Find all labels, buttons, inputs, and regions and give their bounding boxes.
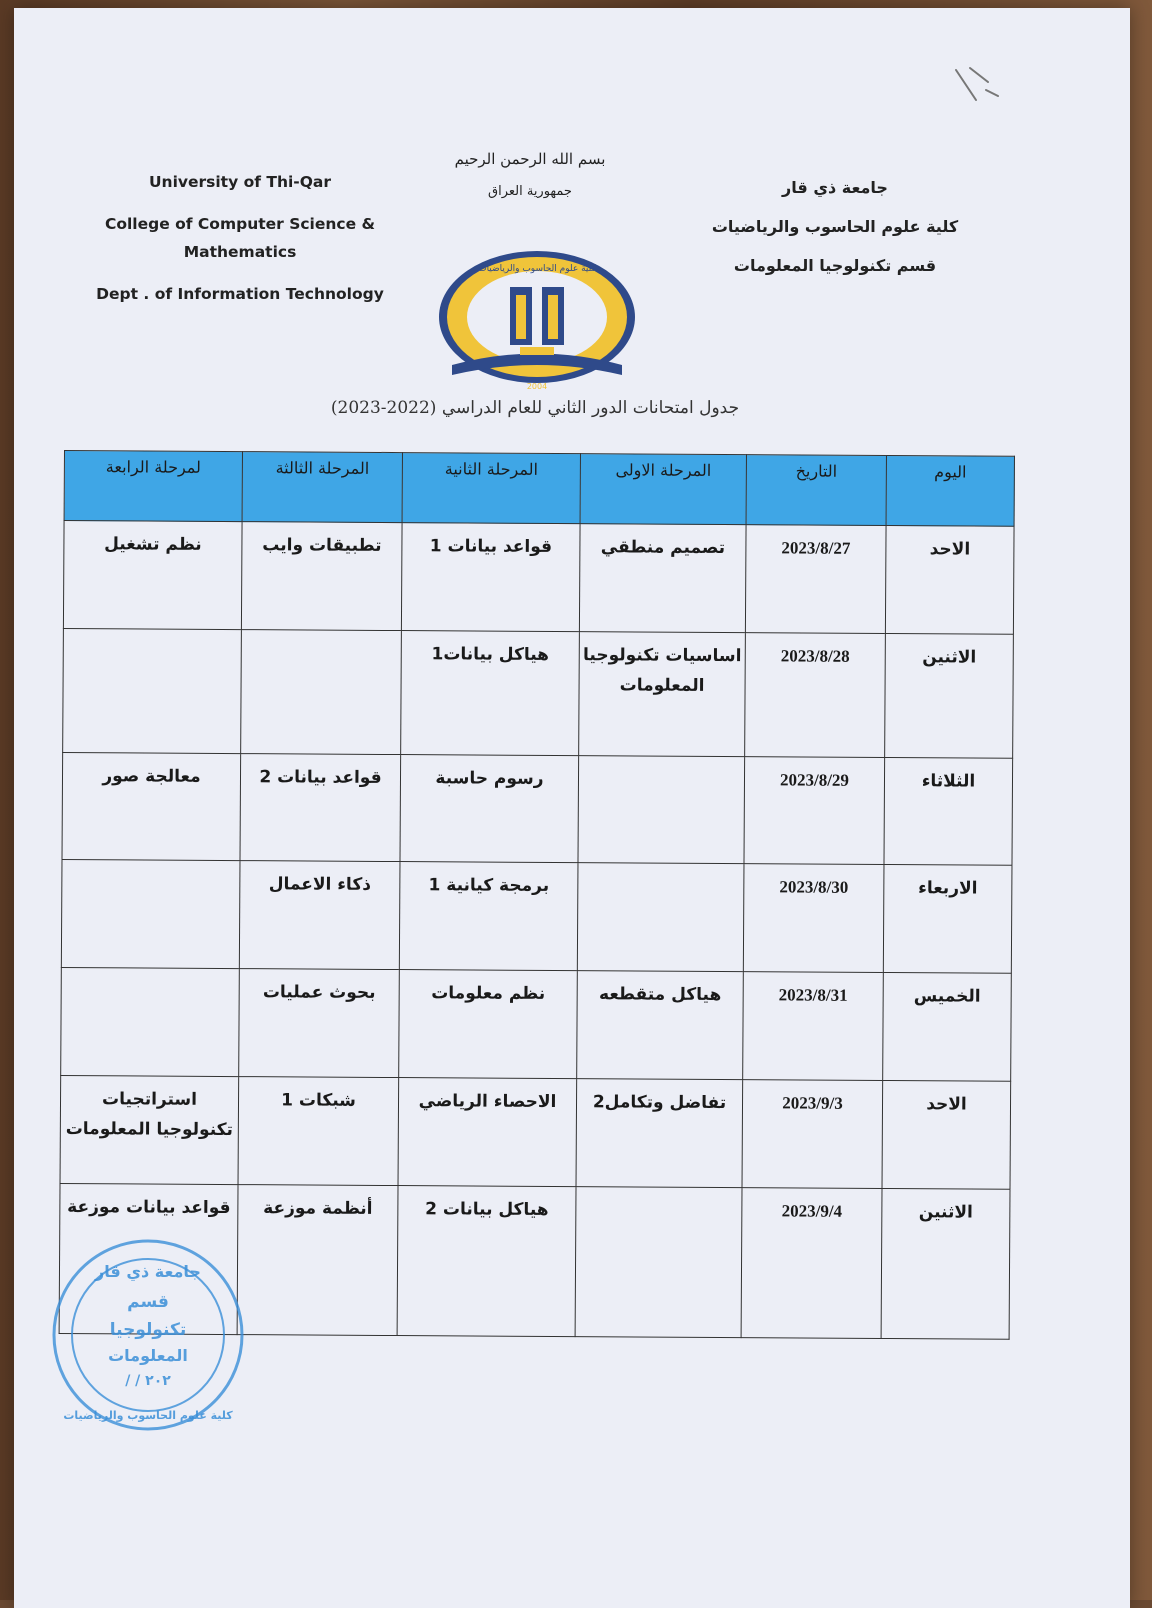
cell-stage-2: الاحصاء الرياضي: [398, 1077, 577, 1186]
header-stage-1: المرحلة الاولى: [580, 454, 746, 525]
cell-date: 2023/8/30: [743, 864, 884, 973]
cell-stage-1: تفاضل وتكامل2: [576, 1078, 743, 1187]
cell-day: الاربعاء: [883, 865, 1012, 973]
college-name-en: College of Computer Science & Mathematics: [104, 215, 376, 261]
cell-stage-3: [241, 629, 402, 754]
cell-stage-1: [578, 755, 745, 864]
cell-stage-3: ذكاء الاعمال: [239, 861, 400, 970]
department-stamp-icon: [48, 1235, 248, 1435]
cell-date: 2023/8/31: [743, 972, 884, 1081]
english-header: [90, 168, 390, 322]
cell-day: الاحد: [882, 1080, 1011, 1188]
exam-schedule-table: [59, 450, 1015, 1340]
cell-stage-3: بحوث عمليات: [239, 969, 400, 1078]
table-row: [61, 968, 1012, 1082]
svg-text:2004: 2004: [526, 382, 548, 391]
cell-day: الخميس: [883, 973, 1012, 1081]
cell-stage-2: هياكل بيانات1: [401, 630, 580, 755]
country-name: جمهورية العراق: [488, 184, 572, 199]
cell-day: الاثنين: [885, 633, 1014, 758]
cell-date: 2023/9/3: [742, 1080, 883, 1189]
header-date: التاريخ: [746, 455, 886, 526]
arabic-header: [690, 178, 980, 295]
svg-text:/ / ٢٠٢: / / ٢٠٢: [125, 1373, 171, 1389]
table-row: [62, 752, 1013, 866]
cell-day: الاحد: [885, 526, 1014, 634]
cell-date: 2023/8/29: [744, 756, 885, 865]
department-name-ar: قسم تكنولوجيا المعلومات: [733, 256, 937, 275]
cell-stage-2: نظم معلومات: [399, 970, 578, 1079]
college-logo-icon: [432, 247, 642, 397]
cell-stage-3: شبكات 1: [238, 1076, 399, 1185]
department-name-en: Dept . of Information Technology: [96, 285, 384, 303]
table-row: [63, 628, 1014, 758]
svg-text:قسم: قسم: [127, 1292, 169, 1312]
table-row: [60, 1075, 1011, 1189]
cell-stage-1: هياكل متقطعه: [577, 971, 744, 1080]
cell-stage-1: تصميم منطقي: [579, 524, 746, 633]
cell-stage-4: [61, 860, 240, 969]
cell-stage-1: اساسيات تكنولوجيا المعلومات: [579, 631, 746, 756]
svg-text:كلية علوم الحاسوب والرياضيات: كلية علوم الحاسوب والرياضيات: [478, 264, 596, 274]
center-header: [430, 150, 630, 199]
cell-stage-1: [577, 863, 744, 972]
handwritten-mark-icon: [948, 60, 1008, 120]
cell-date: 2023/9/4: [741, 1187, 882, 1338]
cell-stage-4: [61, 968, 240, 1077]
college-name-ar: كلية علوم الحاسوب والرياضيات: [711, 217, 959, 236]
table-row: [61, 860, 1012, 974]
university-name-ar: جامعة ذي قار: [782, 178, 888, 197]
cell-stage-4: قواعد بيانات موزعة: [59, 1183, 238, 1335]
cell-stage-3: قواعد بيانات 2: [240, 753, 401, 862]
svg-text:كلية علوم الحاسوب والرياضيات: كلية علوم الحاسوب والرياضيات: [63, 1409, 233, 1422]
svg-text:المعلومات: المعلومات: [108, 1346, 188, 1365]
cell-stage-4: [63, 628, 242, 753]
cell-stage-4: استراتجيات تكنولوجيا المعلومات: [60, 1075, 239, 1184]
page-title: جدول امتحانات الدور الثاني للعام الدراسي (2022-2023): [330, 398, 740, 418]
header-day: اليوم: [886, 456, 1014, 527]
cell-stage-2: برمجة كيانية 1: [399, 862, 578, 971]
cell-date: 2023/8/27: [745, 525, 886, 634]
cell-stage-4: معالجة صور: [62, 752, 241, 861]
cell-date: 2023/8/28: [745, 632, 886, 757]
cell-stage-2: رسوم حاسبة: [400, 754, 579, 863]
header-stage-3: المرحلة الثالثة: [242, 452, 402, 523]
cell-day: الثلاثاء: [884, 757, 1013, 865]
table-row: [63, 521, 1014, 635]
svg-text:تكنولوجيا: تكنولوجيا: [109, 1320, 187, 1340]
university-name-en: University of Thi-Qar: [148, 173, 332, 191]
basmala: بسم الله الرحمن الرحيم: [454, 150, 606, 168]
cell-stage-2: قواعد بيانات 1: [401, 523, 580, 632]
svg-text:جامعة ذي قار: جامعة ذي قار: [95, 1262, 201, 1281]
header-stage-4: لمرحلة الرابعة: [64, 451, 242, 522]
cell-stage-4: نظم تشغيل: [63, 521, 242, 630]
cell-stage-2: هياكل بيانات 2: [397, 1185, 576, 1337]
cell-stage-3: تطبيقات وايب: [241, 522, 402, 631]
cell-day: الاثنين: [881, 1188, 1010, 1339]
cell-stage-1: [575, 1186, 742, 1337]
table-header-row: [64, 451, 1014, 527]
header-stage-2: المرحلة الثانية: [402, 453, 580, 524]
cell-stage-3: أنظمة موزعة: [237, 1184, 398, 1335]
